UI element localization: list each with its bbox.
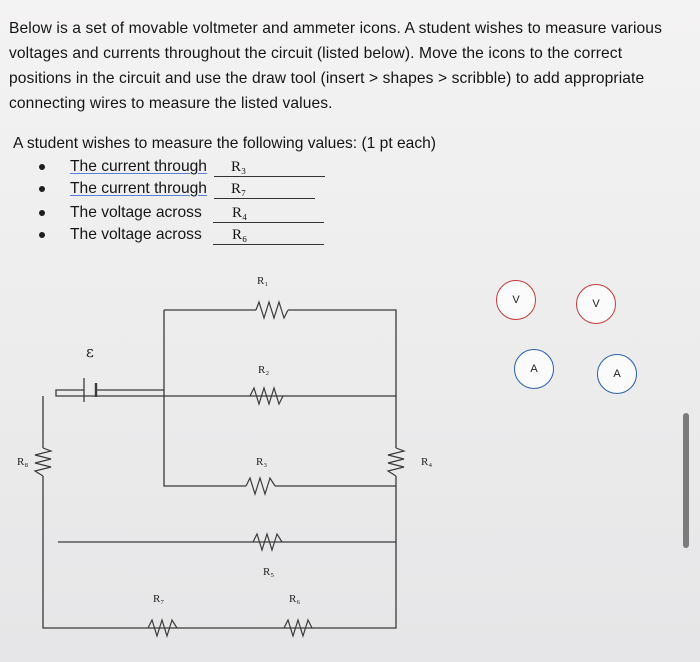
resistor-label-r6: R₆ xyxy=(289,593,301,605)
emf-label: ε xyxy=(86,343,94,361)
value-text: The voltage across xyxy=(70,226,202,243)
resistor-ref: R₇ xyxy=(231,181,247,197)
ammeter-icon[interactable]: A xyxy=(514,349,554,389)
outer-wire xyxy=(43,390,396,628)
value-text: The current through xyxy=(70,180,207,197)
resistor-label-r8: R₈ xyxy=(17,456,29,468)
vertical-scrollbar[interactable] xyxy=(683,413,689,548)
resistor-ref: R₆ xyxy=(232,227,248,243)
voltmeter-icon[interactable]: V xyxy=(576,284,616,324)
value-text: The current through xyxy=(70,158,207,175)
resistor-r3-symbol xyxy=(246,478,275,494)
resistor-label-r2: R₂ xyxy=(258,364,270,376)
resistor-label-r7: R₇ xyxy=(153,593,165,605)
resistor-label-r4: R₄ xyxy=(421,456,433,468)
resistor-r4-symbol xyxy=(388,448,404,476)
resistor-r8-symbol xyxy=(35,448,51,476)
resistor-r1-symbol xyxy=(256,302,288,318)
value-text: The voltage across xyxy=(70,204,202,221)
resistor-label-r5: R₅ xyxy=(263,566,275,578)
inner-loop-wire xyxy=(164,310,396,486)
resistor-ref: R₄ xyxy=(232,205,248,221)
voltmeter-icon[interactable]: V xyxy=(496,280,536,320)
resistor-label-r1: R₁ xyxy=(257,275,269,287)
resistor-label-r3: R₃ xyxy=(256,456,268,468)
ammeter-icon[interactable]: A xyxy=(597,354,637,394)
resistor-ref: R₃ xyxy=(231,159,247,175)
values-heading: A student wishes to measure the following values: (1 pt each) xyxy=(13,135,436,152)
instructions-paragraph: Below is a set of movable voltmeter and ammeter icons. A student wishes to measure various voltages and currents throughout the circuit (listed below). Move the icons to the correct positions in the circuit and use the draw tool (insert > shapes > scribble) to add appropriate connecting wires to measure the listed values. xyxy=(9,20,662,112)
